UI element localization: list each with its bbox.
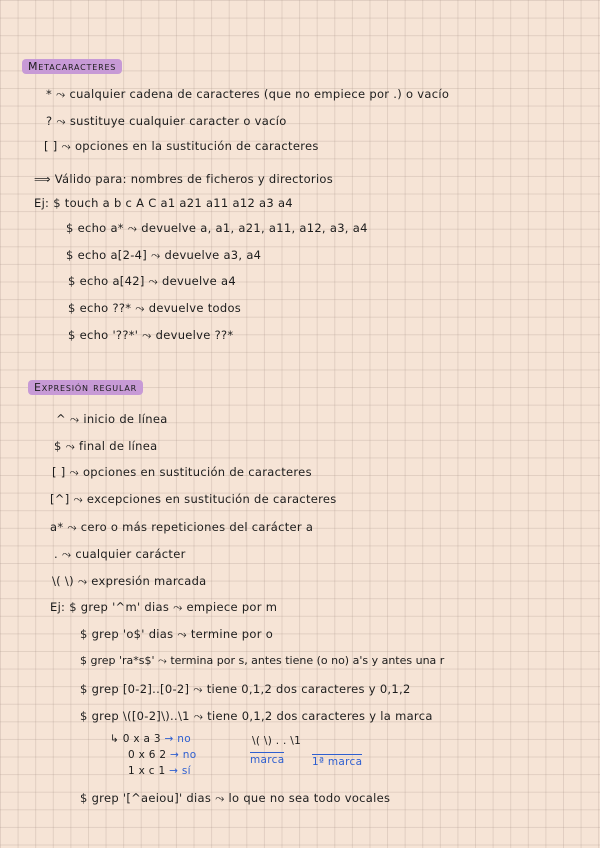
mark-label-2: 1ª marca [312, 756, 363, 768]
note-line-valido: ⟹ Válido para: nombres de ficheros y directorios [34, 172, 334, 186]
regex-line-brackets: [ ] ⤳ opciones en sustitución de caracteres [52, 465, 312, 479]
note-line-echo-range: $ echo a[2-4] ⤳ devuelve a3, a4 [66, 248, 262, 262]
note-line-echo-quoted: $ echo '??*' ⤳ devuelve ??* [68, 328, 234, 342]
regex-line-grep-range: $ grep [0-2]..[0-2] ⤳ tiene 0,1,2 dos caracteres y 0,1,2 [80, 682, 411, 696]
regex-line-exceptions: [^] ⤳ excepciones en sustitución de caracteres [50, 492, 337, 506]
example-note: → no [170, 749, 197, 761]
mark-label-1: marca [250, 754, 285, 766]
example-row-2 [128, 749, 196, 761]
metacaracteres-heading: Metacaracteres [22, 59, 122, 74]
regex-line-grep-mark: $ grep \([0-2]\)..\1 ⤳ tiene 0,1,2 dos caracteres y la marca [80, 709, 433, 723]
example-note: → sí [169, 765, 191, 777]
example-row-3 [128, 765, 191, 777]
mark-pattern: \( \) . . \1 [252, 735, 302, 747]
example-row-1 [110, 733, 191, 745]
note-line-question: ? ⤳ sustituye cualquier caracter o vacío [46, 114, 287, 128]
example-text: 1 x c 1 [128, 765, 166, 777]
regex-line-dollar: $ ⤳ final de línea [54, 439, 158, 453]
example-note: → no [164, 733, 191, 745]
note-line-echo-42: $ echo a[42] ⤳ devuelve a4 [68, 274, 236, 288]
note-line-asterisk: * ⤳ cualquier cadena de caracteres (que no empiece por .) o vacío [46, 87, 450, 101]
regex-line-grep-vowels: $ grep '[^aeiou]' dias ⤳ lo que no sea todo vocales [80, 791, 391, 805]
note-line-brackets: [ ] ⤳ opciones en la sustitución de caracteres [44, 139, 319, 153]
note-line-echo-qq: $ echo ??* ⤳ devuelve todos [68, 301, 242, 315]
regex-line-star: a* ⤳ cero o más repeticiones del carácter a [50, 520, 314, 534]
regex-line-dot: . ⤳ cualquier carácter [54, 547, 186, 561]
note-line-echo-star: $ echo a* ⤳ devuelve a, a1, a21, a11, a12, a3, a4 [66, 221, 368, 235]
regex-line-grep-o: $ grep 'o$' dias ⤳ termine por o [80, 627, 274, 641]
note-line-touch: Ej: $ touch a b c A C a1 a21 a11 a12 a3 a4 [34, 196, 293, 210]
regex-line-grep-ras: $ grep 'ra*s$' ⤳ termina por s, antes tiene (o no) a's y antes una r [80, 654, 445, 667]
regex-line-caret: ^ ⤳ inicio de línea [56, 412, 168, 426]
regex-line-marked: \( \) ⤳ expresión marcada [52, 574, 207, 588]
expresion-regular-heading: Expresión regular [28, 380, 143, 395]
example-text: 0 x 6 2 [128, 749, 167, 761]
example-text: ↳ 0 x a 3 [110, 733, 161, 745]
regex-line-grep-m: Ej: $ grep '^m' dias ⤳ empiece por m [50, 600, 278, 614]
